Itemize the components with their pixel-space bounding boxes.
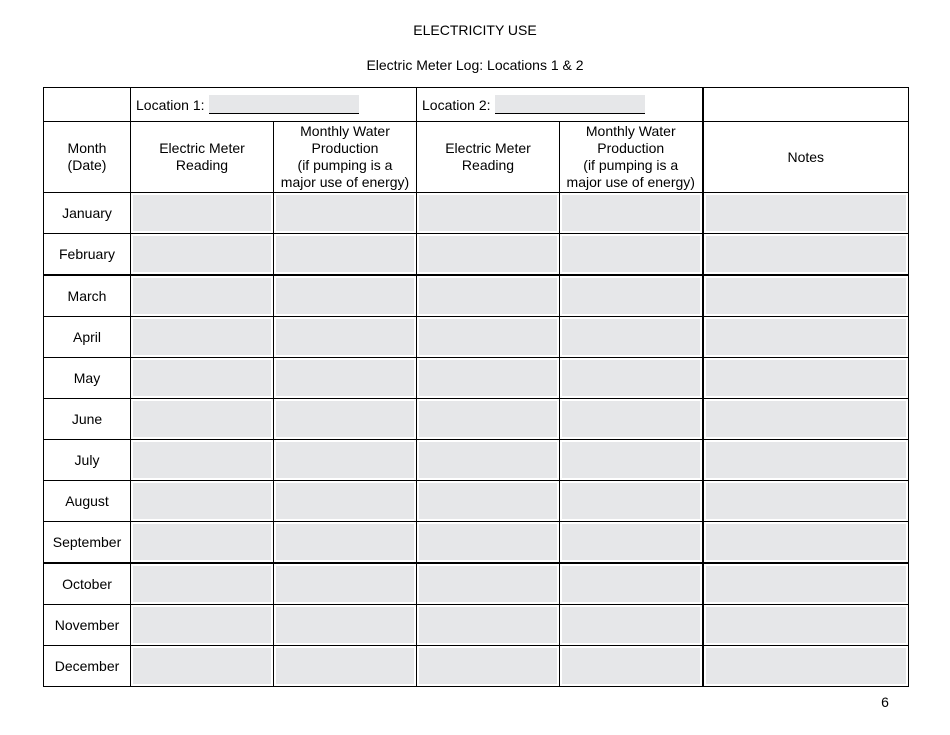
form-field-fill (562, 319, 700, 355)
table-row (44, 234, 909, 276)
form-field-fill (706, 648, 907, 684)
form-field-fill (276, 360, 414, 396)
notes-input[interactable] (703, 646, 909, 687)
meter-reading-2-input[interactable] (417, 358, 560, 399)
form-field-fill (276, 524, 414, 560)
electric-meter-log-table (43, 87, 909, 687)
water-production-1-header: Monthly Water Production (if pumping is a major use of energy) (274, 122, 417, 193)
meter-reading-1-input[interactable] (131, 399, 274, 440)
document-title: ELECTRICITY USE (413, 22, 537, 38)
form-field-fill (419, 278, 557, 314)
table-row (44, 440, 909, 481)
notes-input[interactable] (703, 522, 909, 564)
document-subtitle: Electric Meter Log: Locations 1 & 2 (366, 57, 584, 73)
month-label: June (44, 399, 131, 440)
meter-reading-2-input[interactable] (417, 193, 560, 234)
water-production-1-input[interactable] (274, 193, 417, 234)
blank-notes-top-cell (703, 88, 909, 122)
form-field-fill (562, 648, 700, 684)
form-field-fill (133, 360, 271, 396)
notes-input[interactable] (703, 317, 909, 358)
form-field-fill (706, 442, 907, 478)
water-production-2-input[interactable] (560, 563, 703, 605)
notes-input[interactable] (703, 275, 909, 317)
location-2-cell (417, 88, 703, 122)
meter-reading-1-input[interactable] (131, 317, 274, 358)
water-production-2-input[interactable] (560, 275, 703, 317)
form-field-fill (276, 607, 414, 643)
water-production-1-input[interactable] (274, 522, 417, 564)
water-production-1-input[interactable] (274, 275, 417, 317)
form-field-fill (706, 278, 907, 314)
month-label: August (44, 481, 131, 522)
form-field-fill (562, 524, 700, 560)
location-1-cell (131, 88, 417, 122)
water-production-2-input[interactable] (560, 234, 703, 276)
form-field-fill (706, 607, 907, 643)
location-1-input[interactable] (209, 95, 359, 114)
water-production-1-input[interactable] (274, 440, 417, 481)
table-row (44, 481, 909, 522)
month-label: December (44, 646, 131, 687)
form-field-fill (562, 278, 700, 314)
water-production-1-input[interactable] (274, 481, 417, 522)
form-field-fill (276, 442, 414, 478)
meter-reading-1-input[interactable] (131, 522, 274, 564)
form-field-fill (562, 195, 700, 231)
meter-reading-1-input[interactable] (131, 358, 274, 399)
form-field-fill (562, 236, 700, 272)
form-field-fill (276, 566, 414, 602)
month-label: March (44, 275, 131, 317)
water-production-2-input[interactable] (560, 399, 703, 440)
form-field-fill (419, 319, 557, 355)
meter-reading-2-input[interactable] (417, 317, 560, 358)
meter-reading-2-header: Electric Meter Reading (417, 122, 560, 193)
form-field-fill (419, 360, 557, 396)
location-row (44, 88, 909, 122)
month-label: January (44, 193, 131, 234)
meter-reading-1-input[interactable] (131, 275, 274, 317)
form-field-fill (419, 607, 557, 643)
notes-input[interactable] (703, 481, 909, 522)
month-header: Month (Date) (44, 122, 131, 193)
form-field-fill (419, 236, 557, 272)
form-field-fill (276, 483, 414, 519)
location-2-label: Location 2: (422, 96, 491, 113)
form-field-fill (706, 360, 907, 396)
meter-reading-1-input[interactable] (131, 440, 274, 481)
form-field-fill (562, 442, 700, 478)
table-row (44, 605, 909, 646)
table-row (44, 275, 909, 317)
meter-reading-1-input[interactable] (131, 481, 274, 522)
form-field-fill (706, 401, 907, 437)
water-production-1-input[interactable] (274, 358, 417, 399)
form-field-fill (706, 236, 907, 272)
blank-corner-cell (44, 88, 131, 122)
form-field-fill (276, 195, 414, 231)
form-field-fill (419, 566, 557, 602)
water-production-1-input[interactable] (274, 563, 417, 605)
month-label: October (44, 563, 131, 605)
water-production-1-input[interactable] (274, 646, 417, 687)
form-field-fill (276, 401, 414, 437)
form-field-fill (562, 483, 700, 519)
water-production-2-input[interactable] (560, 440, 703, 481)
meter-reading-2-input[interactable] (417, 646, 560, 687)
form-field-fill (133, 442, 271, 478)
form-field-fill (419, 483, 557, 519)
meter-reading-1-input[interactable] (131, 563, 274, 605)
water-production-1-input[interactable] (274, 317, 417, 358)
meter-reading-2-input[interactable] (417, 481, 560, 522)
water-production-1-input[interactable] (274, 399, 417, 440)
form-field-fill (419, 195, 557, 231)
form-field-fill (133, 566, 271, 602)
header-row (44, 122, 909, 193)
location-1-label: Location 1: (136, 96, 205, 113)
form-field-fill (562, 607, 700, 643)
form-field-fill (133, 401, 271, 437)
form-field-fill (276, 319, 414, 355)
meter-reading-1-header: Electric Meter Reading (131, 122, 274, 193)
form-field-fill (133, 195, 271, 231)
meter-reading-1-input[interactable] (131, 234, 274, 276)
location-2-input[interactable] (495, 95, 645, 114)
form-field-fill (133, 236, 271, 272)
notes-input[interactable] (703, 563, 909, 605)
month-label: July (44, 440, 131, 481)
form-field-fill (419, 648, 557, 684)
table-row (44, 358, 909, 399)
water-production-2-input[interactable] (560, 193, 703, 234)
meter-reading-2-input[interactable] (417, 522, 560, 564)
month-label: May (44, 358, 131, 399)
table-row (44, 563, 909, 605)
notes-input[interactable] (703, 440, 909, 481)
month-label: February (44, 234, 131, 276)
table-row (44, 399, 909, 440)
table-row (44, 193, 909, 234)
meter-reading-2-input[interactable] (417, 234, 560, 276)
water-production-2-input[interactable] (560, 358, 703, 399)
form-field-fill (706, 524, 907, 560)
month-label: April (44, 317, 131, 358)
form-field-fill (562, 401, 700, 437)
water-production-2-input[interactable] (560, 605, 703, 646)
meter-reading-2-input[interactable] (417, 399, 560, 440)
notes-header: Notes (703, 122, 909, 193)
month-label: November (44, 605, 131, 646)
water-production-2-header: Monthly Water Production (if pumping is a major use of energy) (560, 122, 703, 193)
notes-input[interactable] (703, 234, 909, 276)
form-field-fill (419, 442, 557, 478)
meter-reading-2-input[interactable] (417, 440, 560, 481)
form-field-fill (133, 278, 271, 314)
form-field-fill (276, 236, 414, 272)
meter-reading-2-input[interactable] (417, 605, 560, 646)
meter-reading-1-input[interactable] (131, 646, 274, 687)
form-field-fill (706, 483, 907, 519)
form-field-fill (133, 648, 271, 684)
water-production-2-input[interactable] (560, 646, 703, 687)
form-field-fill (706, 566, 907, 602)
form-field-fill (133, 319, 271, 355)
water-production-1-input[interactable] (274, 605, 417, 646)
form-field-fill (706, 195, 907, 231)
page-number: 6 (881, 694, 889, 710)
form-field-fill (562, 360, 700, 396)
notes-input[interactable] (703, 605, 909, 646)
notes-input[interactable] (703, 358, 909, 399)
form-field-fill (562, 566, 700, 602)
meter-reading-2-input[interactable] (417, 563, 560, 605)
water-production-2-input[interactable] (560, 317, 703, 358)
form-field-fill (133, 483, 271, 519)
form-field-fill (276, 648, 414, 684)
month-label: September (44, 522, 131, 564)
form-field-fill (133, 524, 271, 560)
meter-reading-1-input[interactable] (131, 193, 274, 234)
water-production-2-input[interactable] (560, 481, 703, 522)
water-production-2-input[interactable] (560, 522, 703, 564)
meter-reading-2-input[interactable] (417, 275, 560, 317)
notes-input[interactable] (703, 193, 909, 234)
form-field-fill (419, 524, 557, 560)
meter-reading-1-input[interactable] (131, 605, 274, 646)
table-row (44, 522, 909, 564)
table-row (44, 317, 909, 358)
form-field-fill (133, 607, 271, 643)
form-field-fill (706, 319, 907, 355)
water-production-1-input[interactable] (274, 234, 417, 276)
form-field-fill (419, 401, 557, 437)
table-row (44, 646, 909, 687)
notes-input[interactable] (703, 399, 909, 440)
form-field-fill (276, 278, 414, 314)
